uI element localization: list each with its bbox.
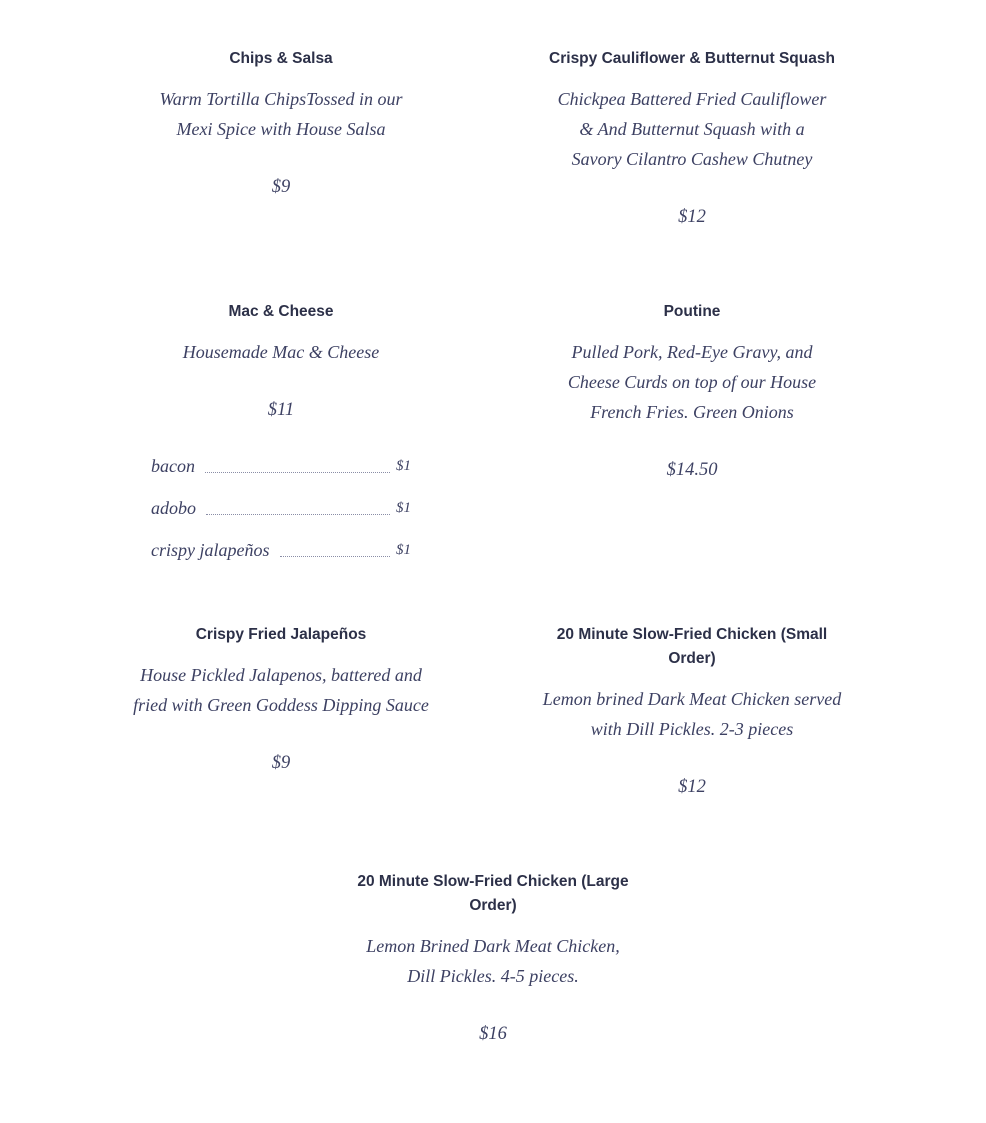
- dotted-leader: [205, 471, 390, 473]
- addon-name: adobo: [151, 498, 196, 518]
- item-price: $9: [271, 177, 291, 197]
- item-description: House Pickled Jalapenos, battered and fried with Green Goddess Dipping Sauce: [133, 665, 429, 715]
- item-title: 20 Minute Slow-Fried Chicken (Large Order): [357, 873, 629, 914]
- menu-item-crispy-jalapenos: [121, 623, 441, 778]
- dotted-leader: [280, 555, 391, 557]
- item-price: $12: [678, 777, 706, 797]
- addon-row: [151, 521, 411, 563]
- item-description: Lemon Brined Dark Meat Chicken, Dill Pickles. 4-5 pieces.: [366, 936, 620, 986]
- menu-item-chips-salsa: [131, 47, 431, 202]
- addon-row: [151, 437, 411, 479]
- menu-item-mac-cheese: [131, 300, 431, 425]
- item-title: Chips & Salsa: [229, 50, 333, 67]
- addon-price: $1: [396, 500, 411, 516]
- item-description: Warm Tortilla ChipsTossed in our Mexi Spice with House Salsa: [159, 89, 403, 139]
- menu-item-chicken-small: [540, 623, 844, 802]
- addon-price: $1: [396, 542, 411, 558]
- item-title: Crispy Fried Jalapeños: [195, 626, 367, 643]
- item-price: $11: [267, 400, 295, 420]
- addon-name: bacon: [151, 456, 195, 476]
- item-title: 20 Minute Slow-Fried Chicken (Small Order): [556, 626, 828, 667]
- menu-item-crispy-cauliflower: [540, 47, 844, 232]
- item-description: Lemon brined Dark Meat Chicken served with Dill Pickles. 2-3 pieces: [542, 689, 842, 739]
- addon-price: $1: [396, 458, 411, 474]
- item-price: $12: [678, 207, 706, 227]
- item-description: Housemade Mac & Cheese: [182, 342, 380, 362]
- item-title: Mac & Cheese: [228, 303, 334, 320]
- item-price: $14.50: [666, 460, 718, 480]
- item-description: Chickpea Battered Fried Cauliflower & And Butternut Squash with a Savory Cilantro Cashew Chutney: [557, 89, 827, 169]
- item-description: Pulled Pork, Red-Eye Gravy, and Cheese Curds on top of our House French Fries. Green Onions: [567, 342, 817, 422]
- item-price: $9: [271, 753, 291, 773]
- menu-item-poutine: [540, 300, 844, 485]
- item-title: Crispy Cauliflower & Butternut Squash: [549, 50, 835, 67]
- menu-item-chicken-large: [343, 870, 643, 1049]
- item-title: Poutine: [663, 303, 721, 320]
- addon-name: crispy jalapeños: [151, 540, 270, 560]
- dotted-leader: [206, 513, 390, 515]
- mac-cheese-addons: [151, 437, 411, 563]
- addon-row: [151, 479, 411, 521]
- item-price: $16: [479, 1024, 507, 1044]
